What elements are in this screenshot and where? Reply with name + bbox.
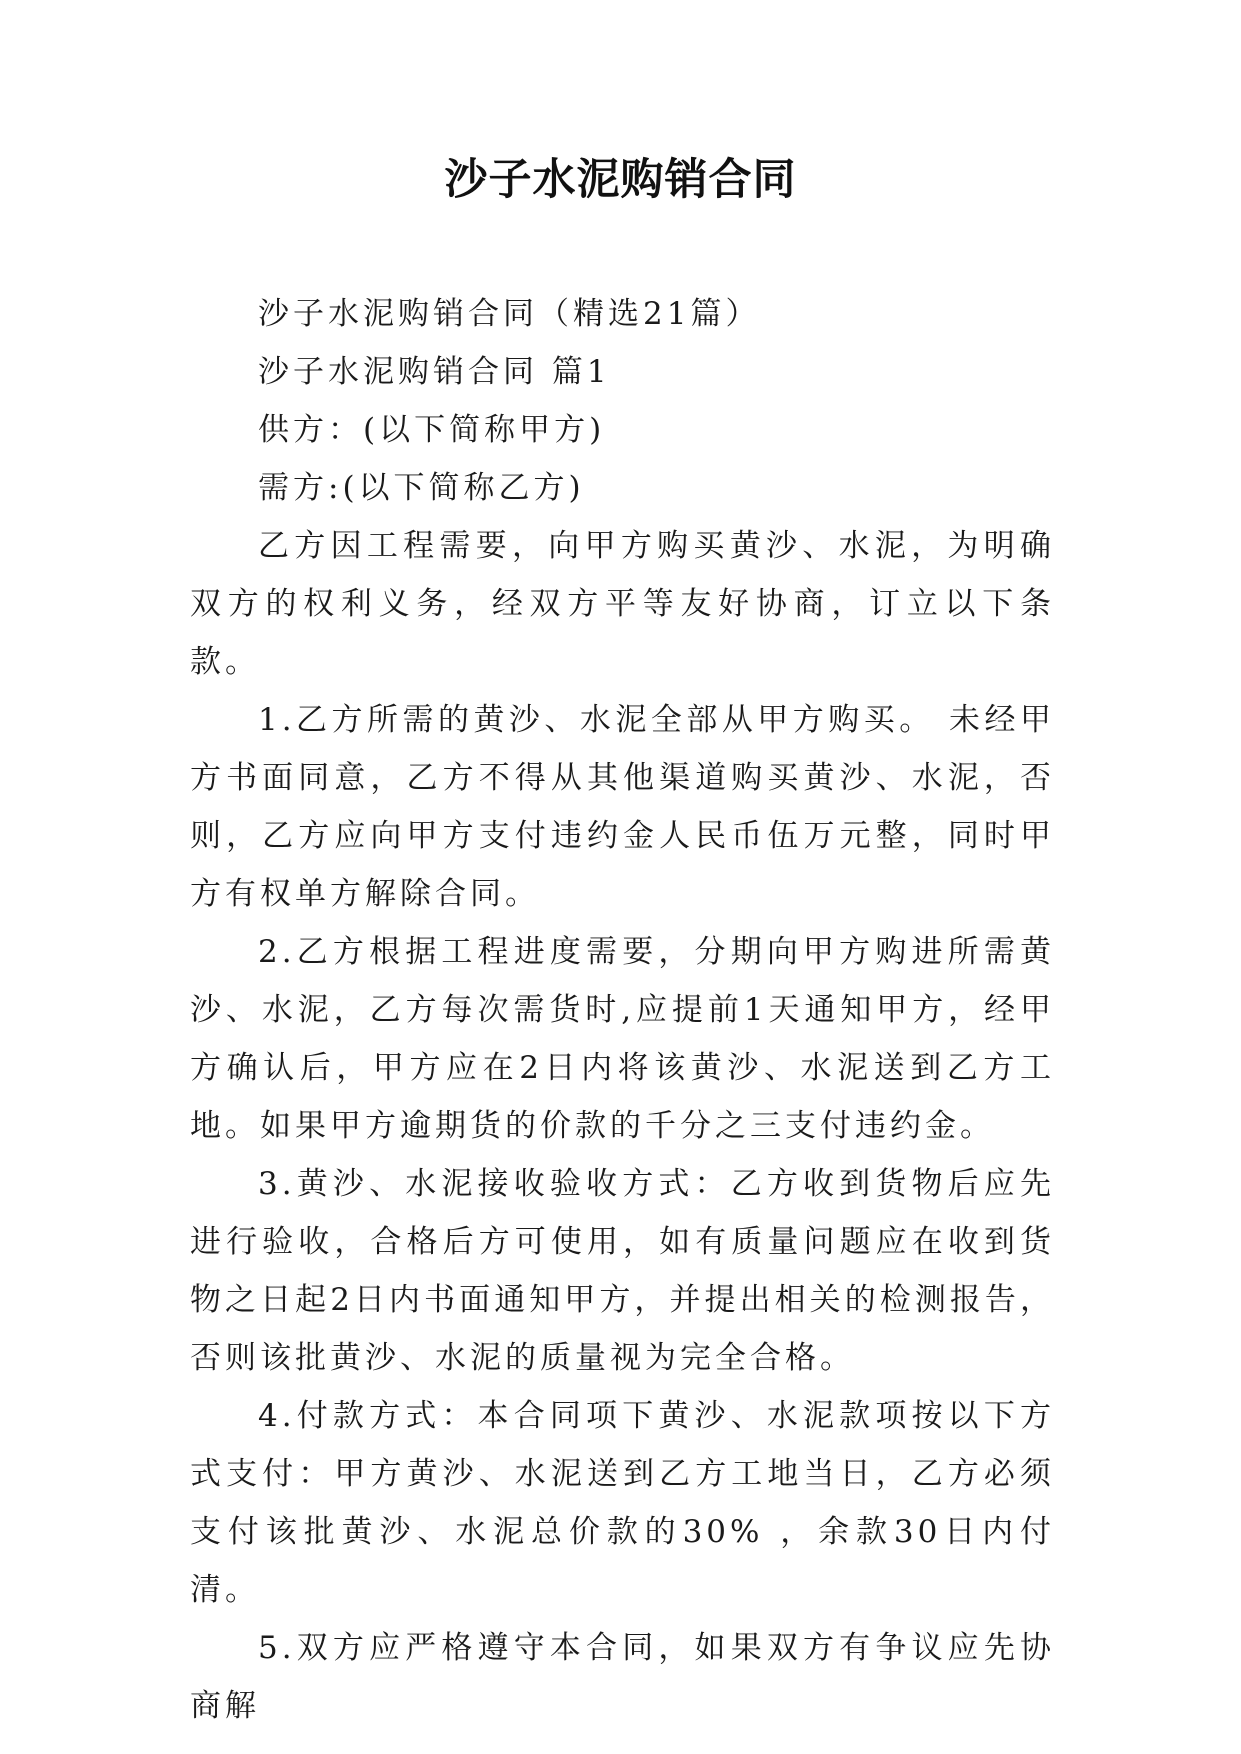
paragraph-intro: 乙方因工程需要，向甲方购买黄沙、水泥，为明确双方的权利义务，经双方平等友好协商，订立以下条款。 — [190, 528, 1055, 680]
paragraph-section-heading: 沙子水泥购销合同 篇1 — [258, 354, 611, 390]
paragraph-clause-3: 3.黄沙、水泥接收验收方式：乙方收到货物后应先进行验收，合格后方可使用，如有质量问题应在收到货物之日起2日内书面通知甲方，并提出相关的检测报告，否则该批黄沙、水泥的质量视为完全合格。 — [190, 1166, 1055, 1376]
paragraph-supplier: 供方：(以下简称甲方) — [258, 412, 606, 448]
paragraph-buyer: 需方:(以下简称乙方) — [258, 470, 585, 506]
paragraph-clause-4: 4.付款方式：本合同项下黄沙、水泥款项按以下方式支付：甲方黄沙、水泥送到乙方工地当日，乙方必须支付该批黄沙、水泥总价款的30% ，余款30日内付清。 — [190, 1398, 1055, 1608]
paragraph-subtitle: 沙子水泥购销合同（精选21篇） — [258, 296, 761, 332]
paragraph-clause-2: 2.乙方根据工程进度需要，分期向甲方购进所需黄沙、水泥，乙方每次需货时,应提前1天通知甲方，经甲方确认后，甲方应在2日内将该黄沙、水泥送到乙方工地。如果甲方逾期货的价款的千分之三支付违约金。 — [190, 934, 1055, 1144]
document-title: 沙子水泥购销合同 — [444, 155, 797, 205]
document-body — [190, 285, 1055, 1735]
paragraph-clause-5: 5.双方应严格遵守本合同，如果双方有争议应先协商解 — [190, 1630, 1055, 1724]
paragraph-clause-1: 1.乙方所需的黄沙、水泥全部从甲方购买。 未经甲方书面同意，乙方不得从其他渠道购买黄沙、水泥，否则，乙方应向甲方支付违约金人民币伍万元整，同时甲方有权单方解除合同。 — [190, 702, 1055, 912]
